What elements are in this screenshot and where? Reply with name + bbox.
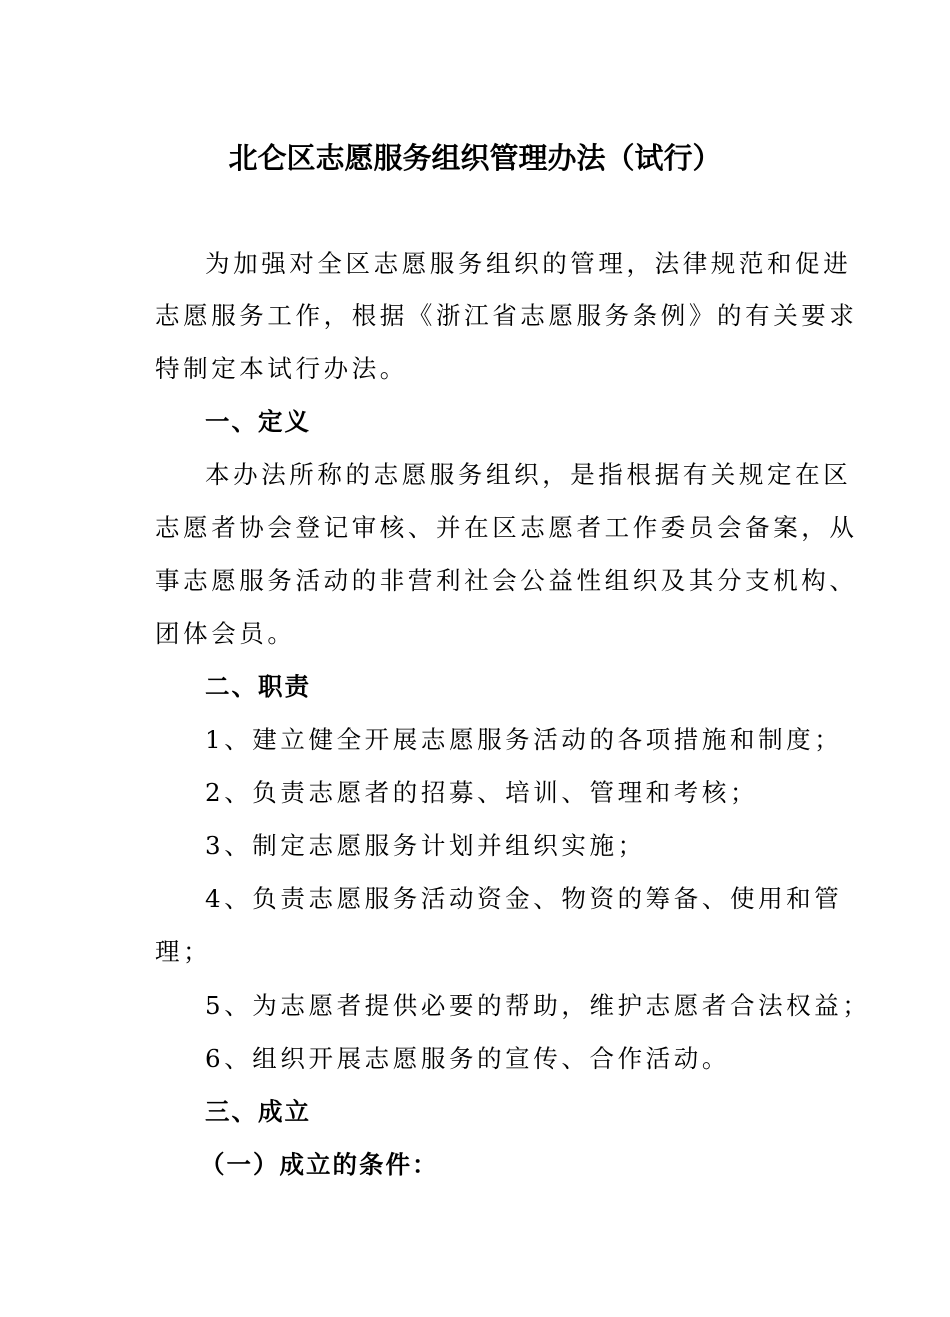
intro-line-1: 为加强对全区志愿服务组织的管理，法律规范和促进 [205,249,852,278]
subsection-heading-conditions: （一）成立的条件： [200,1150,439,1179]
section-heading-establishment: 三、成立 [205,1097,311,1126]
document-title: 北仑区志愿服务组织管理办法（试行） [228,141,722,175]
duty-item-3: 3、制定志愿服务计划并组织实施； [205,831,646,860]
section-heading-definition: 一、定义 [205,407,311,436]
duty-item-4: 4、负责志愿服务活动资金、物资的筹备、使用和管 [205,884,843,913]
intro-line-3: 特制定本试行办法。 [155,354,408,383]
duty-item-1: 1、建立健全开展志愿服务活动的各项措施和制度； [205,725,843,754]
definition-line-1: 本办法所称的志愿服务组织，是指根据有关规定在区 [205,460,852,489]
section-heading-duties: 二、职责 [205,672,311,701]
definition-line-2: 志愿者协会登记审核、并在区志愿者工作委员会备案，从 [155,513,858,542]
duty-item-4-continued: 理； [155,937,212,966]
duty-item-6: 6、组织开展志愿服务的宣传、合作活动。 [205,1044,730,1073]
definition-line-4: 团体会员。 [155,619,296,648]
definition-line-3: 事志愿服务活动的非营利社会公益性组织及其分支机构、 [155,566,858,595]
duty-item-5: 5、为志愿者提供必要的帮助，维护志愿者合法权益； [205,991,871,1020]
intro-line-2: 志愿服务工作，根据《浙江省志愿服务条例》的有关要求 [155,301,858,330]
duty-item-2: 2、负责志愿者的招募、培训、管理和考核； [205,778,759,807]
